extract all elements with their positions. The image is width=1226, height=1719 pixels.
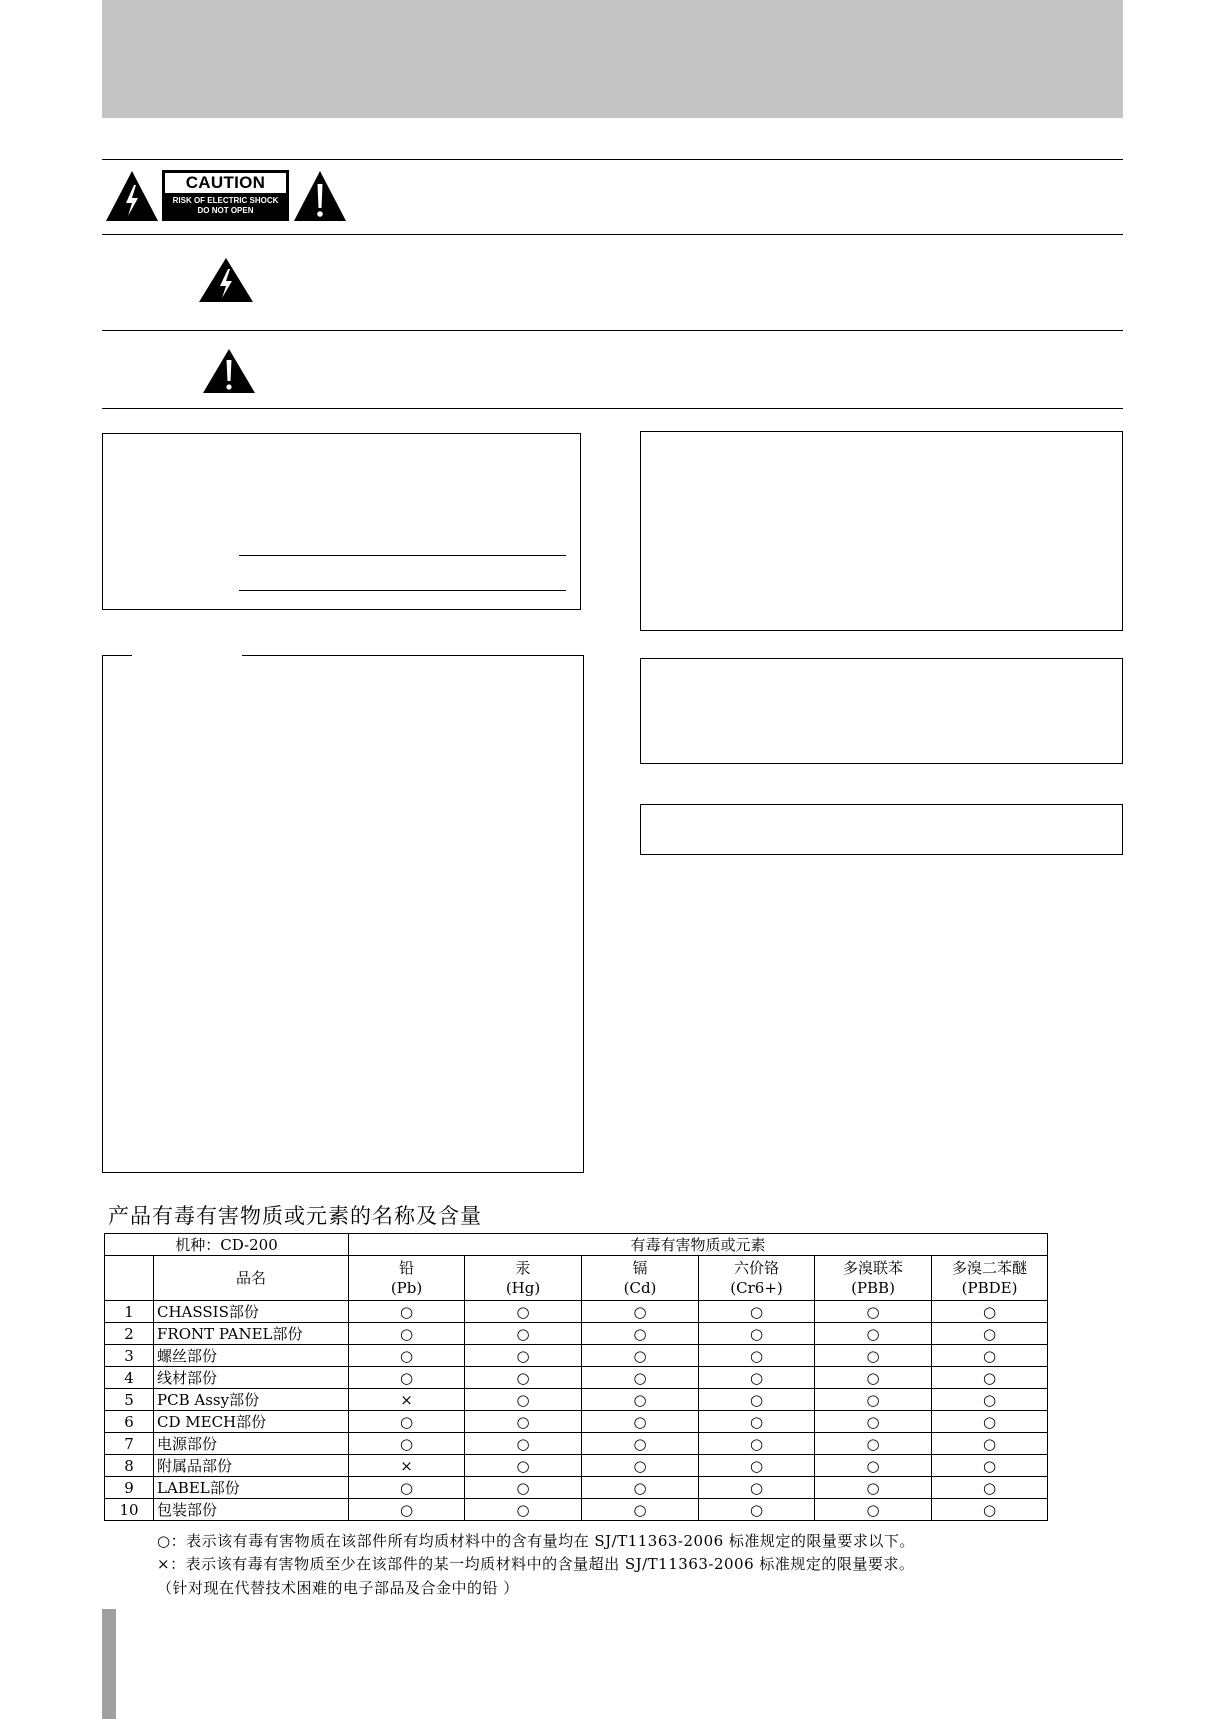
info-box-left-2 [102,655,584,1173]
part-name-cell: FRONT PANEL部份 [154,1323,349,1345]
hazardous-substance-table [104,1233,1048,1521]
substance-mark-cell: ○ [932,1477,1048,1499]
row-number-cell: 9 [105,1477,154,1499]
note-exemption: （针对现在代替技术困难的电子部品及合金中的铅 ） [157,1579,519,1597]
table-header-row-2 [105,1256,1048,1301]
substance-symbol: (Cd) [623,1279,657,1297]
substance-name: 六价铬 [734,1259,780,1277]
substance-mark-cell: ○ [465,1411,582,1433]
substance-symbol: (Cr6+) [730,1279,783,1297]
substance-mark-cell: ○ [932,1323,1048,1345]
substance-mark-cell: ○ [699,1433,815,1455]
table-row [105,1455,1048,1477]
substance-name: 汞 [515,1259,531,1277]
substance-mark-cell: ○ [815,1411,932,1433]
part-name-cell: CHASSIS部份 [154,1301,349,1323]
substance-mark-cell: ○ [815,1477,932,1499]
row-number-cell: 6 [105,1411,154,1433]
substance-symbol: (Hg) [505,1279,541,1297]
info-box-left-1 [102,433,581,610]
substance-mark-cell: ○ [815,1323,932,1345]
substance-mark-cell: × [349,1389,465,1411]
table-row [105,1389,1048,1411]
substance-mark-cell: ○ [582,1301,699,1323]
substance-header-cell [349,1256,465,1301]
table-row [105,1301,1048,1323]
substance-mark-cell: ○ [582,1455,699,1477]
substance-mark-cell: ○ [582,1389,699,1411]
table-header-row-1 [105,1234,1048,1256]
caution-line-2: DO NOT OPEN [197,206,254,215]
row-number-cell: 8 [105,1455,154,1477]
substance-mark-cell: ○ [465,1477,582,1499]
part-name-cell: LABEL部份 [154,1477,349,1499]
group-header-cell: 有毒有害物质或元素 [349,1234,1048,1256]
substance-header-cell [815,1256,932,1301]
table-row [105,1499,1048,1521]
rule-2 [102,234,1123,235]
row-number-cell: 1 [105,1301,154,1323]
substance-mark-cell: ○ [699,1323,815,1345]
substance-mark-cell: ○ [349,1477,465,1499]
substance-mark-cell: ○ [699,1411,815,1433]
substance-name: 多溴联苯 [843,1259,904,1277]
rule-3 [102,330,1123,331]
box-title-gap [132,652,242,658]
substance-mark-cell: ○ [349,1433,465,1455]
substance-mark-cell: ○ [582,1367,699,1389]
info-box-right-3 [640,804,1123,855]
row-number-cell: 7 [105,1433,154,1455]
caution-title: CAUTION [165,173,286,193]
substance-mark-cell: ○ [699,1499,815,1521]
part-name-cell: 附属品部份 [154,1455,349,1477]
caution-line-1: RISK OF ELECTRIC SHOCK [172,196,279,205]
substance-mark-cell: ○ [582,1433,699,1455]
substance-header-cell [932,1256,1048,1301]
table-row [105,1433,1048,1455]
substance-mark-cell: ○ [349,1499,465,1521]
signature-line-2 [239,590,566,591]
substance-mark-cell: ○ [815,1433,932,1455]
page-side-bar [102,1609,116,1719]
part-name-cell: 线材部份 [154,1367,349,1389]
substance-header-cell [699,1256,815,1301]
substance-mark-cell: ○ [932,1367,1048,1389]
substance-header-cell [465,1256,582,1301]
signature-line-1 [239,555,566,556]
substance-mark-cell: ○ [815,1389,932,1411]
substance-mark-cell: ○ [699,1367,815,1389]
row-number-cell: 10 [105,1499,154,1521]
substance-mark-cell: ○ [465,1367,582,1389]
substance-symbol: (PBB) [851,1279,895,1297]
substance-mark-cell: ○ [815,1345,932,1367]
caution-label [162,170,289,221]
substance-mark-cell: ○ [349,1323,465,1345]
substance-mark-cell: ○ [465,1301,582,1323]
table-row [105,1345,1048,1367]
lightning-triangle-icon [198,257,254,303]
substance-mark-cell: ○ [815,1499,932,1521]
substance-mark-cell: ○ [465,1433,582,1455]
part-name-header-cell: 品名 [154,1256,349,1301]
substance-mark-cell: ○ [699,1345,815,1367]
row-number-cell: 3 [105,1345,154,1367]
exclamation-triangle-icon [293,170,347,222]
substance-mark-cell: ○ [582,1411,699,1433]
info-box-right-2 [640,658,1123,764]
part-name-cell: 螺丝部份 [154,1345,349,1367]
substance-mark-cell: ○ [465,1455,582,1477]
lightning-triangle-icon [105,170,159,222]
substance-mark-cell: ○ [932,1433,1048,1455]
header-band [102,0,1123,118]
part-name-cell: CD MECH部份 [154,1411,349,1433]
substance-mark-cell: ○ [465,1323,582,1345]
substance-symbol: (PBDE) [961,1279,1018,1297]
index-header-cell [105,1256,154,1301]
substance-mark-cell: ○ [932,1389,1048,1411]
substance-mark-cell: ○ [582,1477,699,1499]
rule-top [102,159,1123,160]
table-title: 产品有毒有害物质或元素的名称及含量 [108,1204,482,1228]
substance-mark-cell: ○ [699,1477,815,1499]
rule-4 [102,408,1123,409]
model-cell: 机种：CD-200 [105,1234,349,1256]
exclamation-triangle-icon [202,348,256,394]
note-circle: ○：表示该有毒有害物质在该部件所有均质材料中的含有量均在 SJ/T11363-2006 标准规定的限量要求以下。 [157,1532,915,1550]
substance-mark-cell: ○ [349,1301,465,1323]
table-row [105,1477,1048,1499]
substance-name: 多溴二苯醚 [952,1259,1028,1277]
table-row [105,1411,1048,1433]
substance-mark-cell: ○ [699,1301,815,1323]
substance-mark-cell: ○ [699,1455,815,1477]
substance-mark-cell: ○ [932,1499,1048,1521]
substance-mark-cell: × [349,1455,465,1477]
substance-mark-cell: ○ [932,1345,1048,1367]
table-body [105,1301,1048,1521]
part-name-cell: 电源部份 [154,1433,349,1455]
substance-mark-cell: ○ [815,1367,932,1389]
substance-mark-cell: ○ [349,1367,465,1389]
substance-symbol: (Pb) [390,1279,423,1297]
substance-mark-cell: ○ [932,1301,1048,1323]
note-cross: ×：表示该有毒有害物质至少在该部件的某一均质材料中的含量超出 SJ/T11363-2006 标准规定的限量要求。 [157,1555,915,1573]
substance-mark-cell: ○ [582,1323,699,1345]
part-name-cell: PCB Assy部份 [154,1389,349,1411]
substance-mark-cell: ○ [932,1455,1048,1477]
substance-mark-cell: ○ [815,1301,932,1323]
substance-mark-cell: ○ [932,1411,1048,1433]
substance-mark-cell: ○ [815,1455,932,1477]
substance-mark-cell: ○ [349,1411,465,1433]
substance-mark-cell: ○ [465,1389,582,1411]
row-number-cell: 5 [105,1389,154,1411]
substance-mark-cell: ○ [349,1345,465,1367]
substance-mark-cell: ○ [465,1499,582,1521]
info-box-right-1 [640,431,1123,631]
row-number-cell: 4 [105,1367,154,1389]
substance-mark-cell: ○ [582,1499,699,1521]
table-row [105,1323,1048,1345]
row-number-cell: 2 [105,1323,154,1345]
substance-mark-cell: ○ [699,1389,815,1411]
substance-header-cell [582,1256,699,1301]
table-row [105,1367,1048,1389]
substance-name: 镉 [632,1259,648,1277]
substance-mark-cell: ○ [582,1345,699,1367]
substance-name: 铅 [399,1259,415,1277]
part-name-cell: 包装部份 [154,1499,349,1521]
substance-mark-cell: ○ [465,1345,582,1367]
